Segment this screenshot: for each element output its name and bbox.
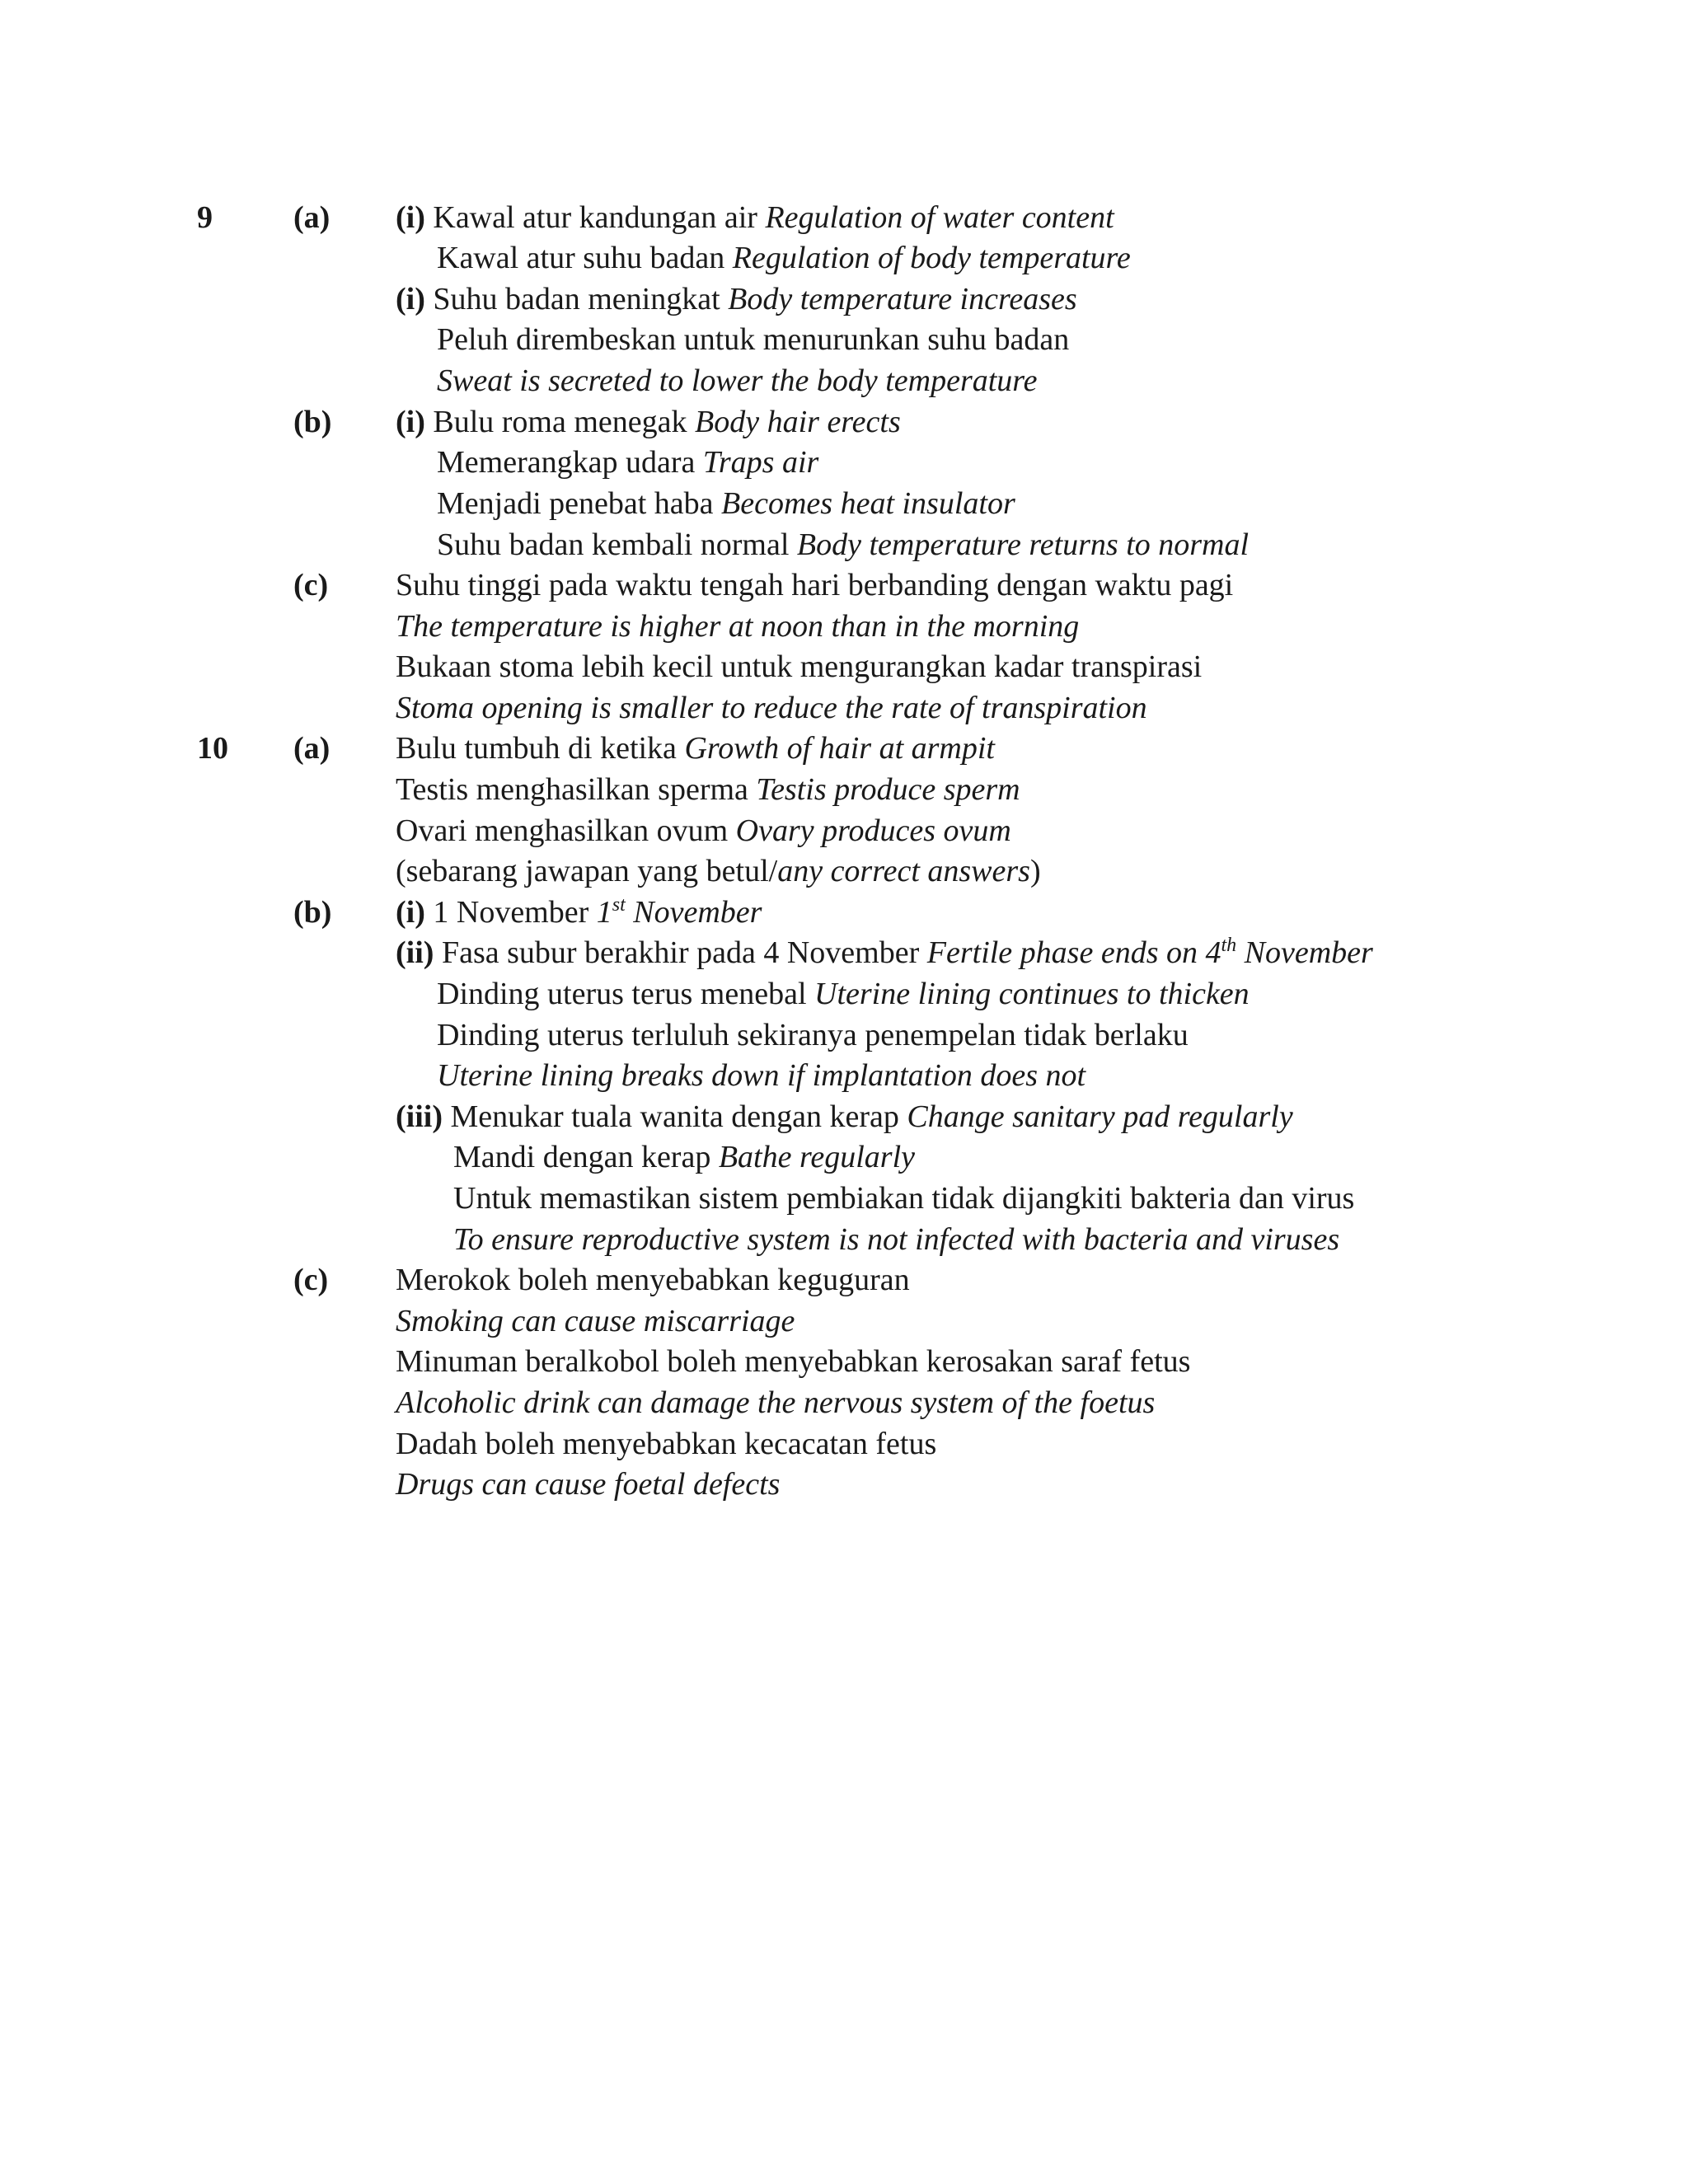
answer-text: Dinding uterus terluluh sekiranya penempelan tidak berlaku — [437, 1018, 1189, 1052]
answer-text: (sebarang jawapan yang betul/any correct answers) — [396, 854, 1041, 888]
q10-c-line-4 — [0, 1382, 1688, 1423]
answer-text: Kawal atur suhu badan Regulation of body temperature — [437, 241, 1131, 275]
answer-text: Sweat is secreted to lower the body temperature — [437, 363, 1038, 398]
q9-b-line-1 — [0, 401, 1688, 443]
part-label: (a) — [293, 731, 331, 766]
q10-b-line-9 — [0, 1219, 1688, 1260]
q9-a-line-4 — [0, 319, 1688, 360]
answer-text: Minuman beralkobol boleh menyebabkan kerosakan saraf fetus — [396, 1344, 1191, 1379]
q10-a-line-2 — [0, 769, 1688, 810]
answer-text: Stoma opening is smaller to reduce the rate of transpiration — [396, 691, 1147, 725]
q9-b-line-2 — [0, 442, 1688, 483]
part-label: (c) — [293, 1263, 329, 1297]
q10-b-line-6 — [0, 1096, 1688, 1137]
q10-c-line-2 — [0, 1301, 1688, 1342]
answer-text: Testis menghasilkan sperma Testis produce sperm — [396, 772, 1020, 807]
answer-text: Alcoholic drink can damage the nervous system of the foetus — [396, 1385, 1156, 1420]
part-label: (c) — [293, 568, 329, 602]
q10-b-line-8 — [0, 1178, 1688, 1219]
answer-text: Merokok boleh menyebabkan keguguran — [396, 1263, 910, 1297]
answer-text: Dinding uterus terus menebal Uterine lining continues to thicken — [437, 977, 1250, 1011]
q10-b-line-2 — [0, 932, 1688, 973]
answer-text: To ensure reproductive system is not infected with bacteria and viruses — [453, 1222, 1340, 1257]
q9-c-line-4 — [0, 687, 1688, 729]
answer-text: (i) Bulu roma menegak Body hair erects — [396, 405, 901, 439]
q10-c-line-5 — [0, 1423, 1688, 1465]
question-number: 9 — [197, 200, 213, 235]
answer-text: (ii) Fasa subur berakhir pada 4 November Fertile phase ends on 4th November — [396, 935, 1373, 970]
answer-text: Suhu badan kembali normal Body temperature returns to normal — [437, 527, 1250, 562]
q10-b-line-1 — [0, 892, 1688, 933]
q10-b-line-7 — [0, 1137, 1688, 1178]
q10-c-line-6 — [0, 1464, 1688, 1505]
answer-text: Mandi dengan kerap Bathe regularly — [453, 1140, 915, 1174]
answer-text: (i) Kawal atur kandungan air Regulation of water content — [396, 200, 1114, 235]
question-number: 10 — [197, 731, 228, 766]
answer-text: (i) 1 November 1st November — [396, 894, 762, 930]
answer-text: Menjadi penebat haba Becomes heat insulator — [437, 486, 1015, 521]
q9-a-line-5 — [0, 360, 1688, 401]
answer-text: Untuk memastikan sistem pembiakan tidak dijangkiti bakteria dan virus — [453, 1181, 1355, 1216]
q9-a-line-1 — [0, 197, 1688, 238]
q10-c-line-1 — [0, 1259, 1688, 1301]
answer-text: Ovari menghasilkan ovum Ovary produces ovum — [396, 813, 1011, 848]
answer-text: Bulu tumbuh di ketika Growth of hair at armpit — [396, 731, 995, 766]
q10-b-line-4 — [0, 1015, 1688, 1056]
part-label: (b) — [293, 895, 332, 930]
q9-c-line-2 — [0, 606, 1688, 647]
q10-a-line-4 — [0, 851, 1688, 892]
answer-text: Dadah boleh menyebabkan kecacatan fetus — [396, 1427, 937, 1461]
answer-text: (i) Suhu badan meningkat Body temperature increases — [396, 282, 1077, 316]
q10-c-line-3 — [0, 1341, 1688, 1382]
answer-text: Peluh dirembeskan untuk menurunkan suhu badan — [437, 322, 1070, 357]
q9-a-line-3 — [0, 279, 1688, 320]
q9-c-line-3 — [0, 646, 1688, 687]
q10-a-line-1 — [0, 728, 1688, 769]
part-label: (b) — [293, 405, 332, 439]
answer-text: Uterine lining breaks down if implantation does not — [437, 1058, 1086, 1093]
answer-text: Suhu tinggi pada waktu tengah hari berbanding dengan waktu pagi — [396, 568, 1234, 602]
q10-a-line-3 — [0, 810, 1688, 851]
answer-text: Memerangkap udara Traps air — [437, 445, 819, 480]
q9-c-line-1 — [0, 565, 1688, 606]
answer-text: The temperature is higher at noon than in the morning — [396, 609, 1080, 644]
answer-text: Drugs can cause foetal defects — [396, 1467, 781, 1502]
q9-b-line-4 — [0, 524, 1688, 565]
q10-b-line-3 — [0, 973, 1688, 1015]
answer-text: Smoking can cause miscarriage — [396, 1304, 795, 1338]
q10-b-line-5 — [0, 1055, 1688, 1096]
part-label: (a) — [293, 200, 331, 235]
answer-text: (iii) Menukar tuala wanita dengan kerap Change sanitary pad regularly — [396, 1099, 1293, 1134]
q9-a-line-2 — [0, 237, 1688, 279]
q9-b-line-3 — [0, 483, 1688, 524]
answer-text: Bukaan stoma lebih kecil untuk mengurangkan kadar transpirasi — [396, 649, 1203, 684]
